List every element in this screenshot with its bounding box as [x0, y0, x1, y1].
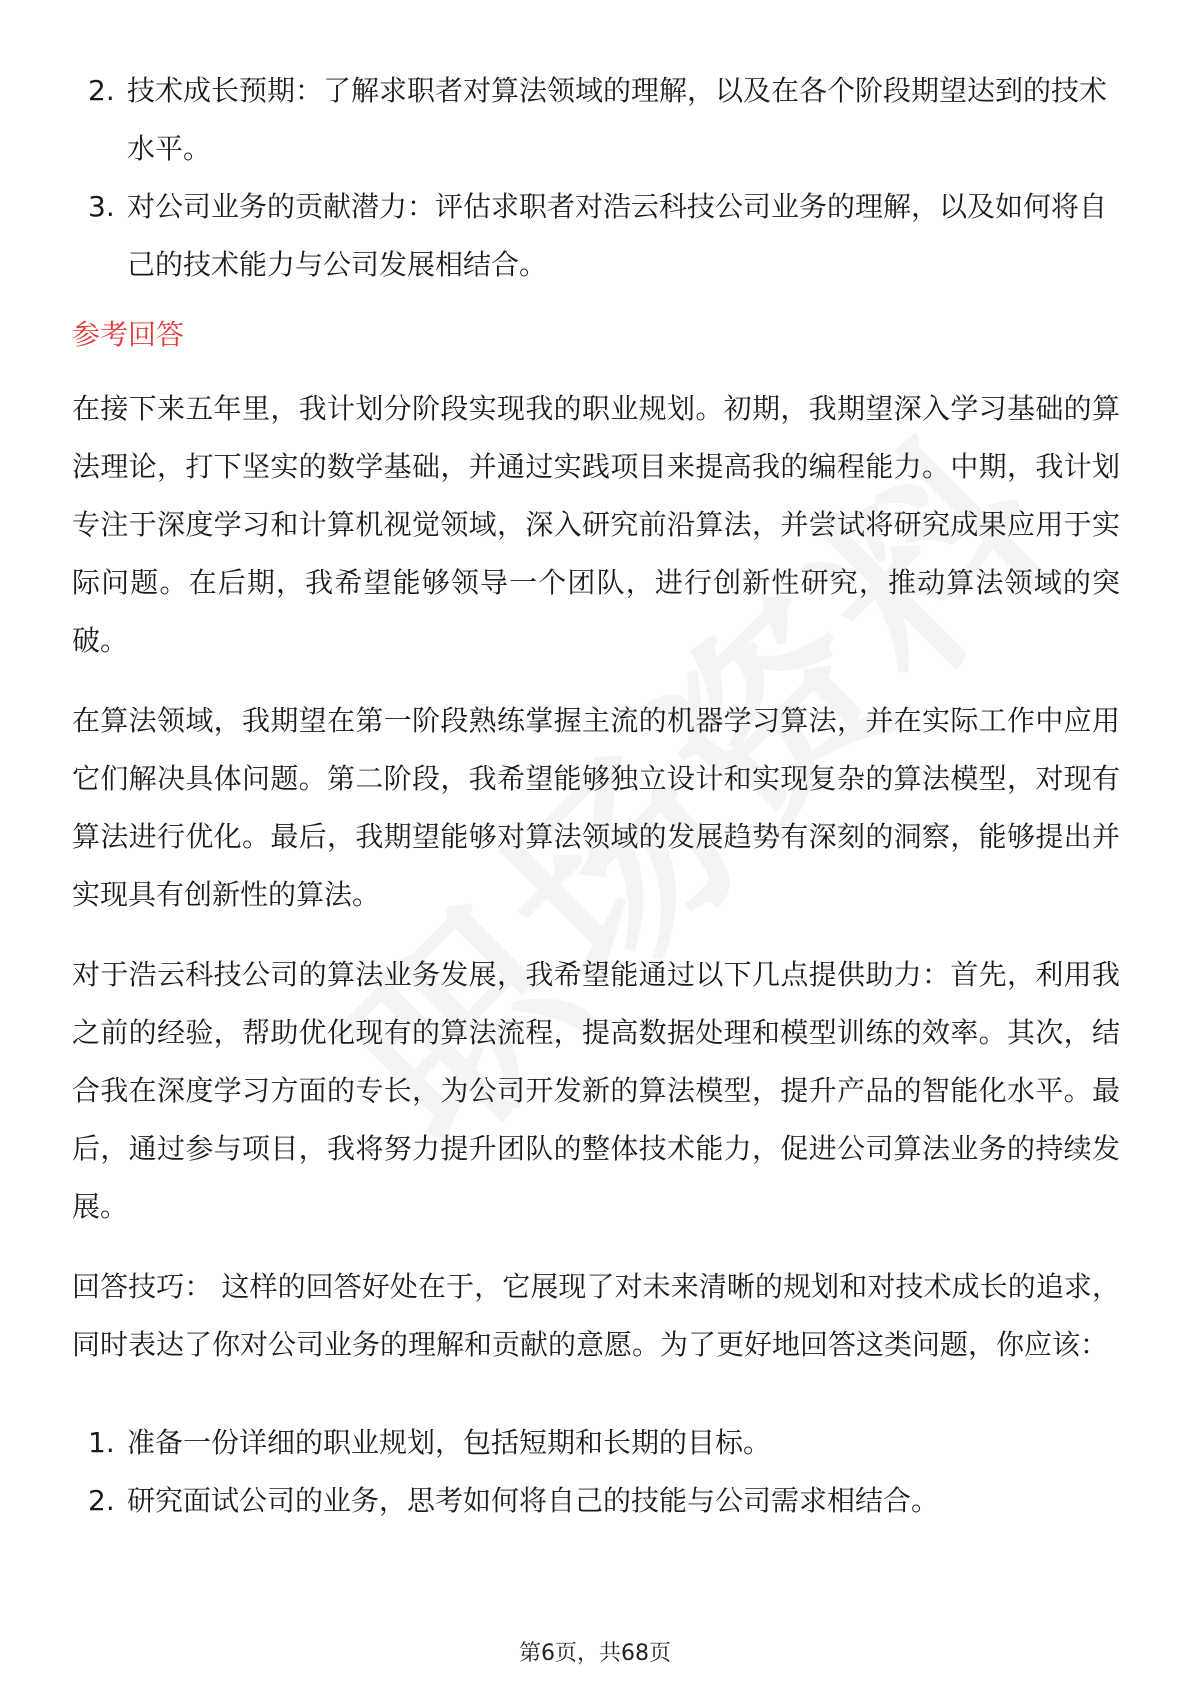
- list-item: [72, 62, 1120, 178]
- answer-tips-paragraph: 回答技巧： 这样的回答好处在于，它展现了对未来清晰的规划和对技术成长的追求，同时表达了你对公司业务的理解和贡献的意愿。为了更好地回答这类问题，你应该：: [72, 1270, 1120, 1361]
- list-item-number: 2.: [88, 1484, 115, 1517]
- list-item-text: 对公司业务的贡献潜力：评估求职者对浩云科技公司业务的理解，以及如何将自己的技术能力与公司发展相结合。: [127, 190, 1108, 281]
- page-content: [72, 62, 1120, 1530]
- list-item: [72, 1414, 1120, 1472]
- list-item-number: 1.: [88, 1426, 115, 1459]
- list-item-text: 技术成长预期：了解求职者对算法领域的理解，以及在各个阶段期望达到的技术水平。: [127, 74, 1108, 165]
- list-item-number: 2.: [88, 74, 115, 107]
- paragraph: 对于浩云科技公司的算法业务发展，我希望能通过以下几点提供助力：首先，利用我之前的经验，帮助优化现有的算法流程，提高数据处理和模型训练的效率。其次，结合我在深度学习方面的专长，为公司开发新的算法模型，提升产品的智能化水平。最后，通过参与项目，我将努力提升团队的整体技术能力，促进公司算法业务的持续发展。: [72, 958, 1120, 1223]
- list-item-text: 准备一份详细的职业规划，包括短期和长期的目标。: [127, 1426, 772, 1459]
- list-item: [72, 1472, 1120, 1530]
- list-item: [72, 178, 1120, 294]
- section-heading: 参考回答: [72, 318, 185, 351]
- list-item-number: 3.: [88, 190, 115, 223]
- list-item-text: 研究面试公司的业务，思考如何将自己的技能与公司需求相结合。: [127, 1484, 940, 1517]
- paragraph: 在接下来五年里，我计划分阶段实现我的职业规划。初期，我期望深入学习基础的算法理论，打下坚实的数学基础，并通过实践项目来提高我的编程能力。中期，我计划专注于深度学习和计算机视觉领域，深入研究前沿算法，并尝试将研究成果应用于实际问题。在后期，我希望能够领导一个团队，进行创新性研究，推动算法领域的突破。: [72, 392, 1120, 657]
- page-number-footer: 第6页，共68页: [519, 1641, 671, 1666]
- paragraph: 在算法领域，我期望在第一阶段熟练掌握主流的机器学习算法，并在实际工作中应用它们解决具体问题。第二阶段，我希望能够独立设计和实现复杂的算法模型，对现有算法进行优化。最后，我期望能够对算法领域的发展趋势有深刻的洞察，能够提出并实现具有创新性的算法。: [72, 704, 1120, 911]
